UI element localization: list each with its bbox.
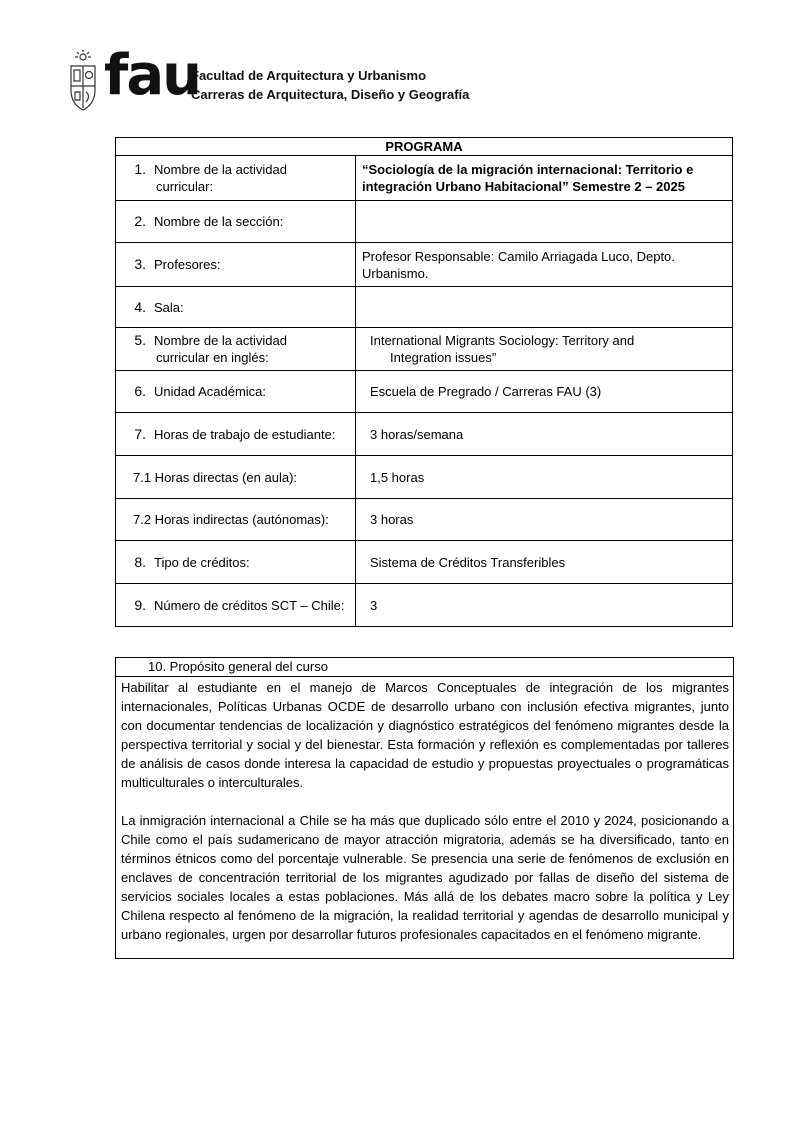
institution-name [191, 66, 469, 104]
row-value [356, 287, 733, 328]
table-row [116, 243, 733, 287]
row-label: 3. Profesores: [116, 243, 356, 287]
purpose-section [115, 657, 734, 959]
programa-table [115, 137, 733, 627]
row-value: Escuela de Pregrado / Carreras FAU (3) [356, 371, 733, 413]
row-label: 7. Horas de trabajo de estudiante: [116, 413, 356, 456]
table-row [116, 413, 733, 456]
table-row [116, 584, 733, 627]
document-header [66, 44, 526, 114]
purpose-paragraph-2: La inmigración internacional a Chile se ha más que duplicado sólo entre el 2010 y 2024, posicionando a Chile como el país sudamericano de mayor atracción migratoria, además se ha diversificado, tanto en términos étnicos como del porcentaje vulnerable. Se presencia una serie de fenómenos de exclusión en enclaves de concentración territorial de los migrantes agudizado por fallas de diseño del sistema de servicios sociales locales a estas poblaciones. Más allá de los debates macro sobre la política y Ley Chilena respecto al fenómeno de la migración, la realidad territorial y agendas de desarrollo municipal y urbano regionales, urgen por desarrollar futuros profesionales capacitados en el fenómeno migrante. [121, 813, 729, 942]
institution-line-2: Carreras de Arquitectura, Diseño y Geografía [191, 87, 470, 102]
institution-line-1: Facultad de Arquitectura y Urbanismo [191, 68, 427, 83]
row-label: 8. Tipo de créditos: [116, 541, 356, 584]
table-row [116, 201, 733, 243]
table-row [116, 156, 733, 201]
row-value: 3 horas [356, 499, 733, 541]
row-label: 7.1 Horas directas (en aula): [116, 456, 356, 499]
row-label: 7.2 Horas indirectas (autónomas): [116, 499, 356, 541]
fau-wordmark: fau [104, 43, 201, 108]
row-label: 6. Unidad Académica: [116, 371, 356, 413]
table-row [116, 371, 733, 413]
row-label: 9. Número de créditos SCT – Chile: [116, 584, 356, 627]
row-value: 3 [356, 584, 733, 627]
row-value: Sistema de Créditos Transferibles [356, 541, 733, 584]
row-value: 1,5 horas [356, 456, 733, 499]
row-label: 5. Nombre de la actividad curricular en inglés: [116, 328, 356, 371]
purpose-body [116, 677, 733, 958]
table-row [116, 541, 733, 584]
row-value: International Migrants Sociology: Territory and Integration issues” [356, 328, 733, 371]
row-label: 1. Nombre de la actividad curricular: [116, 156, 356, 201]
programa-title: PROGRAMA [116, 138, 733, 156]
row-value: “Sociología de la migración internacional: Territorio e integración Urbano Habitacional” Semestre 2 – 2025 [356, 156, 733, 201]
row-label: 2. Nombre de la sección: [116, 201, 356, 243]
table-row [116, 328, 733, 371]
row-label: 4. Sala: [116, 287, 356, 328]
table-row [116, 287, 733, 328]
table-row [116, 456, 733, 499]
purpose-paragraph-1: Habilitar al estudiante en el manejo de Marcos Conceptuales de integración de los migrantes internacionales, Políticas Urbanas OCDE de desarrollo urbano con inclusión efectiva migrantes, junto con documentar tendencias de localización y diagnóstico estratégicos del fenómeno migrantes desde la perspectiva territorial y social y del bienestar. Esta formación y reflexión es complementadas por talleres de análisis de casos donde interesa la capacidad de estudio y propuestas proyectuales o programáticas multiculturales o interculturales. [121, 680, 729, 790]
row-value: 3 horas/semana [356, 413, 733, 456]
row-value [356, 201, 733, 243]
row-value: Profesor Responsable: Camilo Arriagada Luco, Depto. Urbanismo. [356, 243, 733, 287]
table-row [116, 499, 733, 541]
university-crest-icon [66, 50, 100, 112]
purpose-heading: 10. Propósito general del curso [116, 658, 733, 677]
